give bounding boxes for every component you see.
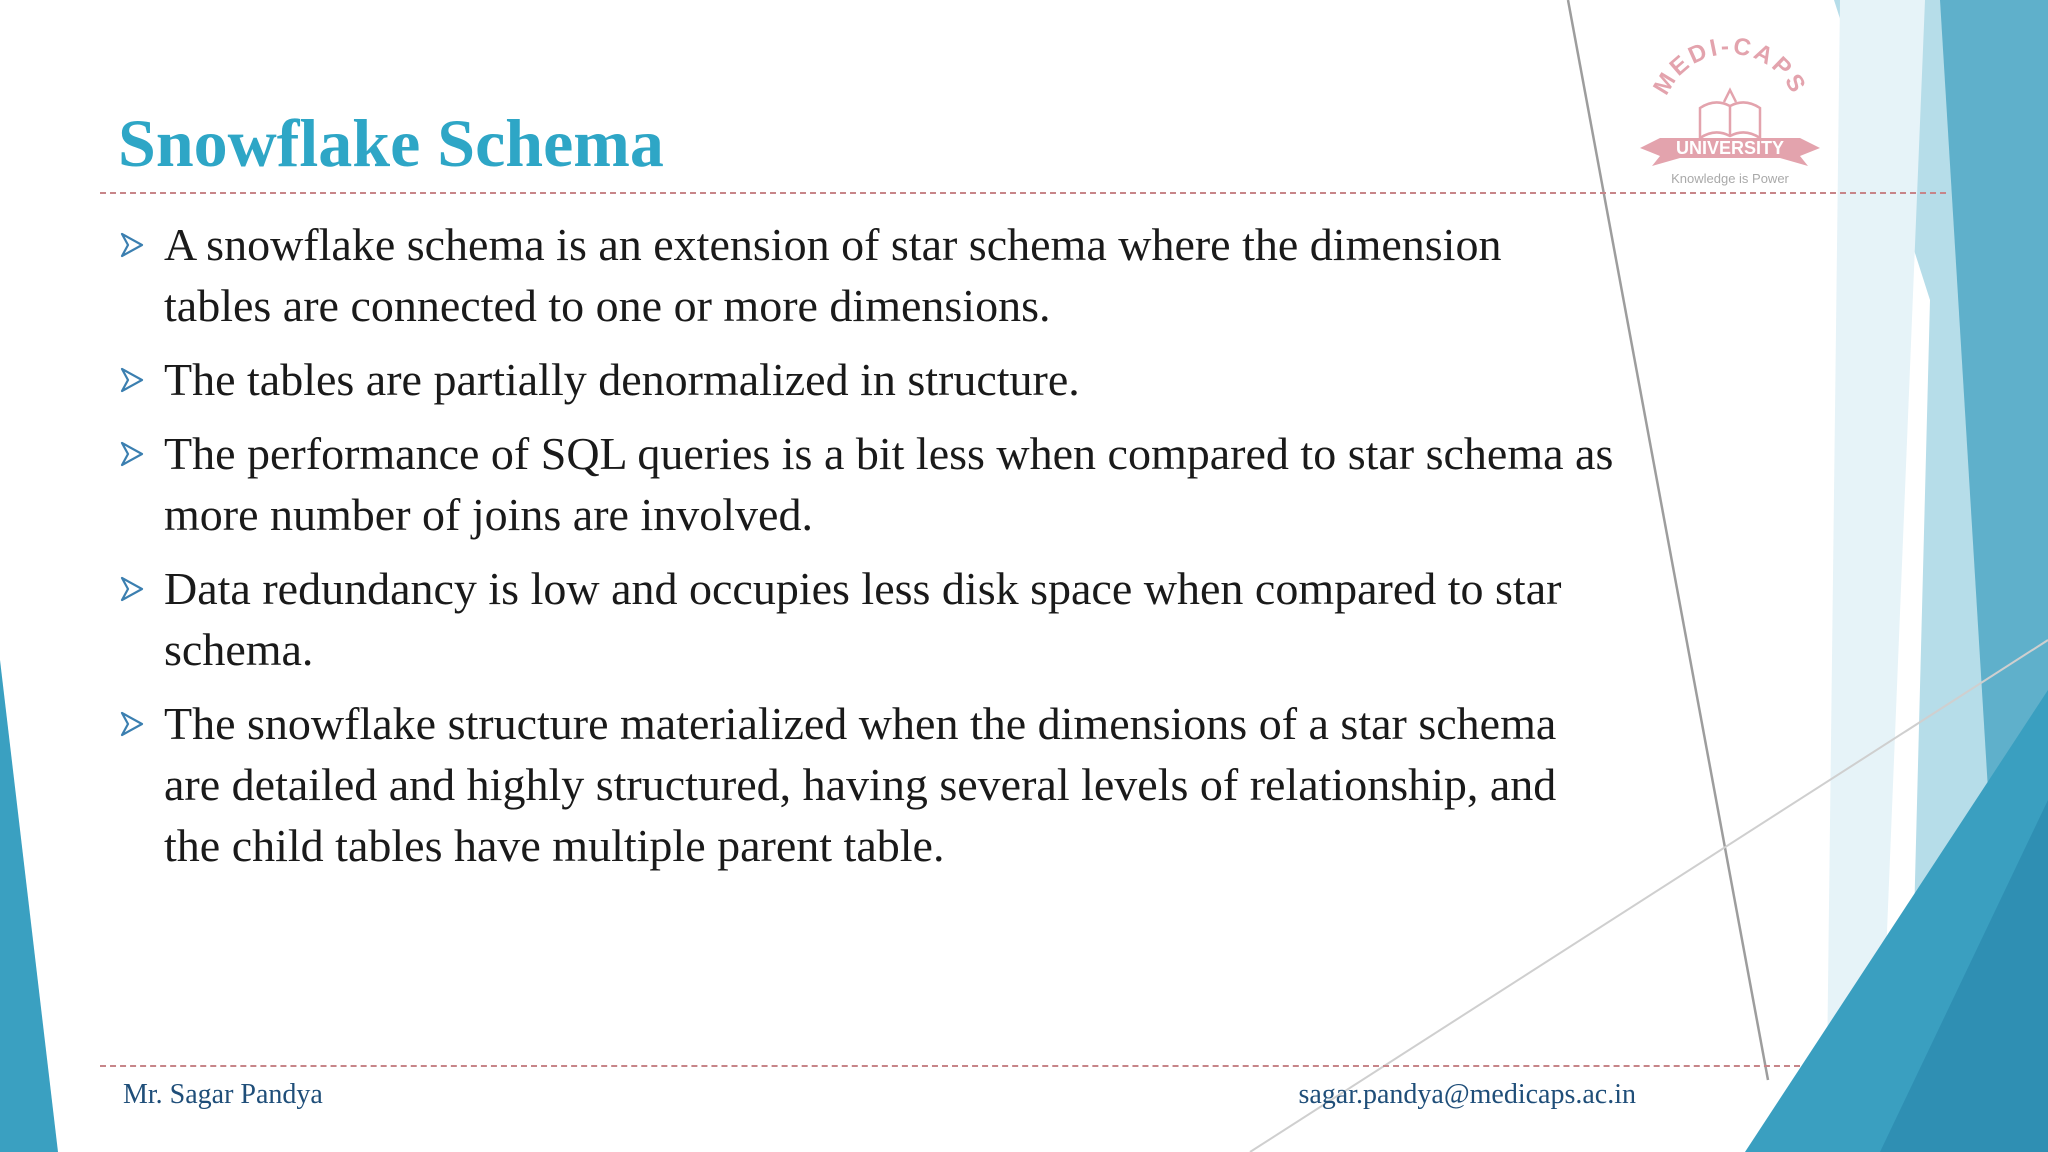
bullet-text: A snowflake schema is an extension of star schema where the dimension tables are connected to one or more dimensions.: [164, 219, 1502, 331]
left-corner-triangle: [0, 660, 58, 1152]
bullet-item: [118, 349, 1618, 410]
arrow-bullet-icon: [120, 711, 144, 737]
book-icon: [1700, 90, 1760, 138]
arrow-bullet-icon: [120, 367, 144, 393]
bullet-item: [118, 693, 1618, 876]
bullet-text: The performance of SQL queries is a bit less when compared to star schema as more number of joins are involved.: [164, 428, 1614, 540]
footer-divider: [100, 1065, 1800, 1067]
slide-title: Snowflake Schema: [118, 105, 664, 181]
footer-author: Mr. Sagar Pandya: [123, 1079, 323, 1110]
arrow-bullet-icon: [120, 441, 144, 467]
footer-email: sagar.pandya@medicaps.ac.in: [1298, 1079, 1636, 1110]
bullet-text: The snowflake structure materialized when the dimensions of a star schema are detailed and highly structured, having several levels of relationship, and the child tables have multiple parent table.: [164, 698, 1557, 871]
bullet-text: Data redundancy is low and occupies less disk space when compared to star schema.: [164, 563, 1562, 675]
bullet-item: [118, 558, 1618, 680]
bullet-item: [118, 214, 1618, 336]
bullet-list: [118, 214, 1618, 889]
title-divider: [100, 192, 1946, 194]
university-logo: [1620, 30, 1840, 190]
arrow-bullet-icon: [120, 576, 144, 602]
logo-banner-text: UNIVERSITY: [1675, 138, 1785, 158]
arrow-bullet-icon: [120, 232, 144, 258]
bullet-item: [118, 423, 1618, 545]
logo-tagline: Knowledge is Power: [1671, 171, 1789, 186]
bullet-text: The tables are partially denormalized in structure.: [164, 354, 1080, 405]
logo-name-top: MEDI-CAPS: [1648, 32, 1812, 100]
